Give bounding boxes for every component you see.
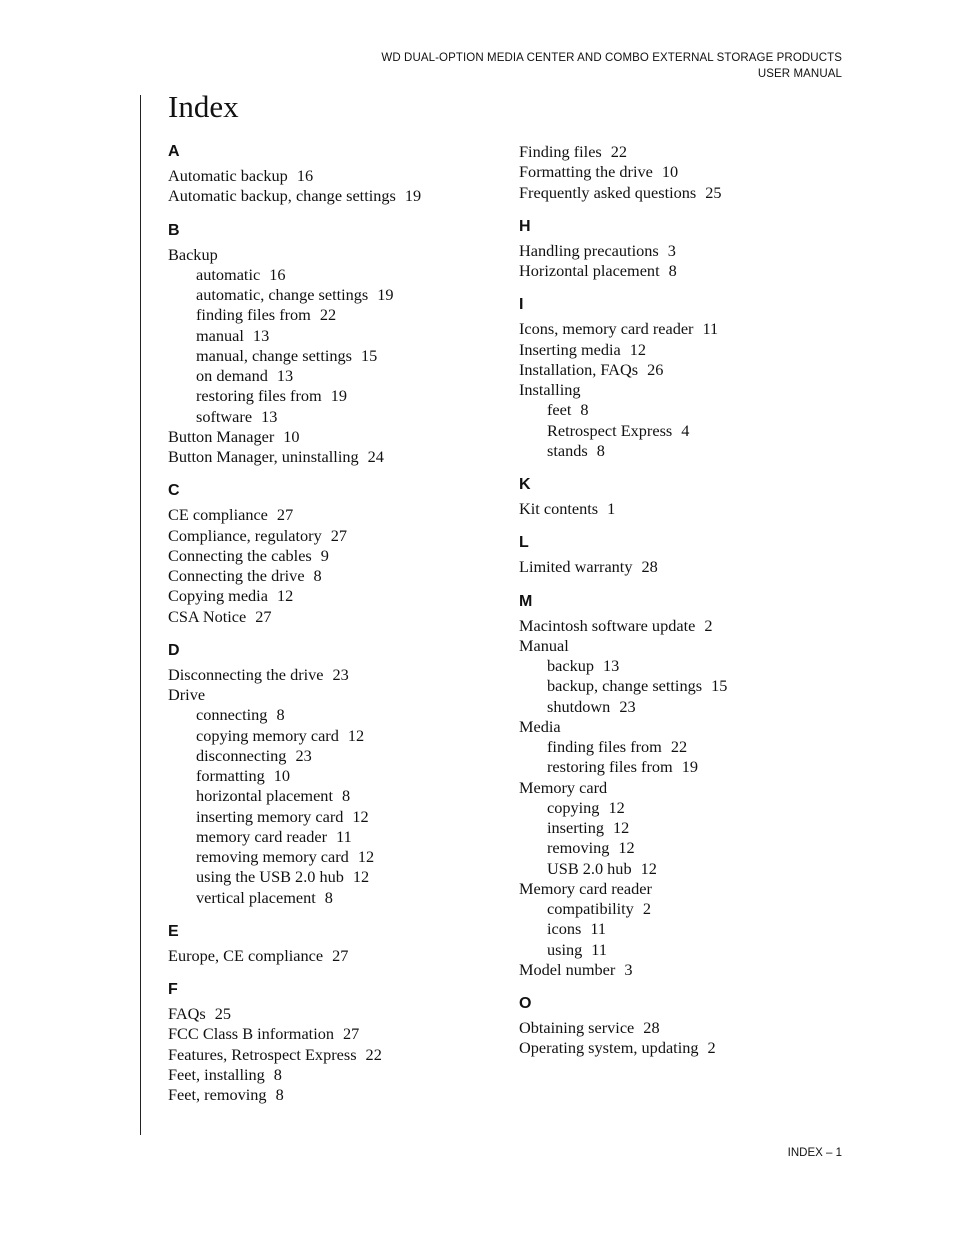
page-number: 27 <box>332 945 349 965</box>
page-number: 16 <box>269 264 286 284</box>
index-subentry <box>168 326 498 346</box>
index-subentry <box>519 818 839 838</box>
index-entry <box>519 557 839 577</box>
page-number: 12 <box>640 858 657 878</box>
entry-text: using the USB 2.0 hub <box>196 867 344 887</box>
entry-text: Drive <box>168 685 206 704</box>
index-entry <box>519 499 839 519</box>
index-subentry <box>168 786 498 806</box>
page-number: 12 <box>357 847 375 866</box>
page-number: 13 <box>603 656 620 675</box>
entry-text: Finding files <box>519 142 602 161</box>
index-entry <box>519 319 839 339</box>
page-number: 8 <box>341 786 351 806</box>
index-entry <box>168 1045 498 1065</box>
index-entry <box>519 183 839 203</box>
index-section <box>168 142 498 207</box>
index-entry <box>168 166 498 186</box>
page-number: 19 <box>330 386 347 406</box>
page-number: 12 <box>352 806 369 826</box>
index-entry <box>168 1024 498 1044</box>
page-number: 27 <box>276 505 294 525</box>
entry-text: Europe, CE compliance <box>168 945 324 965</box>
section-letter: A <box>168 143 180 160</box>
index-entry <box>168 665 498 685</box>
entry-text: Installation, FAQs <box>519 359 639 379</box>
index-entry <box>519 616 839 636</box>
entry-text: copying memory card <box>196 725 339 745</box>
page-number: 12 <box>352 867 370 887</box>
index-entry <box>168 427 498 447</box>
index-entry <box>519 778 839 798</box>
page-number: 12 <box>612 818 630 837</box>
index-subentry <box>168 807 498 827</box>
page-number: 9 <box>320 545 329 565</box>
page-number: 25 <box>705 182 722 202</box>
entry-text: Obtaining service <box>519 1018 635 1037</box>
page-number: 28 <box>641 557 658 577</box>
page-number: 8 <box>580 400 589 420</box>
index-entry <box>519 241 839 261</box>
index-entry <box>519 380 839 400</box>
index-section <box>168 980 498 1105</box>
page-number: 13 <box>261 406 278 426</box>
index-section <box>519 475 839 519</box>
entry-text: Automatic backup, change settings <box>168 186 396 206</box>
running-header-title: WD DUAL-OPTION MEDIA CENTER AND COMBO EXTERNAL STORAGE PRODUCTS <box>381 52 842 64</box>
index-subentry <box>168 867 498 887</box>
index-entry <box>168 946 498 966</box>
entry-text: Limited warranty <box>519 557 633 577</box>
page-number: 8 <box>275 1085 284 1104</box>
page-number: 16 <box>296 166 314 185</box>
page-number: 13 <box>276 366 294 385</box>
page-title: Index <box>168 89 239 124</box>
page-number: 12 <box>347 725 365 745</box>
index-subentry <box>519 421 839 441</box>
entry-text: Automatic backup <box>168 166 288 185</box>
index-subentry <box>168 386 498 406</box>
page-number: 8 <box>276 705 285 725</box>
index-subentry <box>519 919 839 939</box>
index-entry <box>168 566 498 586</box>
page-number: 10 <box>283 426 300 446</box>
index-subentry <box>519 656 839 676</box>
entry-text: disconnecting <box>196 745 287 765</box>
entry-text: shutdown <box>547 696 611 716</box>
page-number: 8 <box>324 887 333 907</box>
entry-text: removing <box>547 838 610 858</box>
page-number: 2 <box>642 899 651 918</box>
page-number: 2 <box>704 615 713 635</box>
index-entry <box>519 879 839 899</box>
page-number: 3 <box>624 959 633 979</box>
page-number: 12 <box>276 586 294 606</box>
page-number: 10 <box>661 162 679 182</box>
index-entry <box>519 360 839 380</box>
index-entry <box>168 546 498 566</box>
entry-text: memory card reader <box>196 826 328 846</box>
index-section <box>168 481 498 627</box>
index-entry <box>168 607 498 627</box>
entry-text: Manual <box>519 635 569 655</box>
page-number: 11 <box>336 826 352 846</box>
page-number: 1 <box>607 499 616 518</box>
entry-text: using <box>547 939 583 959</box>
entry-text: Macintosh software update <box>519 615 696 635</box>
index-entry <box>519 142 839 162</box>
index-entry <box>168 1004 498 1024</box>
page-number: 22 <box>365 1044 382 1064</box>
entry-text: restoring files from <box>547 757 673 777</box>
page-number: 19 <box>681 757 698 777</box>
entry-text: Connecting the drive <box>168 566 305 585</box>
index-entry <box>519 636 839 656</box>
page-number: 27 <box>343 1024 360 1044</box>
entry-text: automatic <box>196 264 261 284</box>
index-section <box>168 221 498 468</box>
entry-text: finding files from <box>196 305 311 325</box>
entry-text: Media <box>519 716 561 736</box>
page-number: 2 <box>707 1038 716 1058</box>
index-section <box>519 295 839 461</box>
entry-text: Memory card <box>519 777 608 797</box>
page-number: 12 <box>629 339 647 359</box>
page-number: 3 <box>667 240 676 260</box>
index-section <box>519 592 839 981</box>
entry-text: Connecting the cables <box>168 545 312 565</box>
page-number: 19 <box>404 186 422 206</box>
page-number: 22 <box>319 305 337 325</box>
index-subentry <box>168 407 498 427</box>
index-entry <box>519 960 839 980</box>
index-subentry <box>519 798 839 818</box>
page-number: 27 <box>330 525 347 545</box>
entry-text: Installing <box>519 380 581 399</box>
entry-text: Model number <box>519 959 616 979</box>
entry-text: Inserting media <box>519 339 621 359</box>
entry-text: feet <box>547 400 572 420</box>
entry-text: Formatting the drive <box>519 162 653 182</box>
index-section <box>168 641 498 908</box>
index-entry <box>168 186 498 206</box>
entry-text: inserting memory card <box>196 806 344 826</box>
index-entry <box>168 526 498 546</box>
entry-text: Features, Retrospect Express <box>168 1044 357 1064</box>
entry-text: Copying media <box>168 586 268 606</box>
index-subentry <box>168 285 498 305</box>
page-number: 8 <box>596 440 605 460</box>
index-subentry <box>168 305 498 325</box>
index-subentry <box>519 400 839 420</box>
entry-text: on demand <box>196 366 268 385</box>
index-entry <box>519 717 839 737</box>
page-number: 8 <box>668 261 677 280</box>
section-letter: F <box>168 981 178 998</box>
entry-text: horizontal placement <box>196 786 333 806</box>
page-number: 11 <box>590 919 607 939</box>
entry-text: manual, change settings <box>196 345 352 365</box>
entry-text: restoring files from <box>196 386 322 406</box>
entry-text: Feet, removing <box>168 1085 267 1104</box>
index-subentry <box>519 940 839 960</box>
margin-rule <box>140 95 141 1135</box>
index-entry <box>519 1038 839 1058</box>
index-subentry <box>168 265 498 285</box>
page-number: 22 <box>610 142 628 161</box>
page-number: 4 <box>681 420 690 440</box>
index-entry <box>168 1085 498 1105</box>
page-number: 19 <box>377 285 394 304</box>
page-number: 23 <box>332 664 349 684</box>
running-header-subtitle: USER MANUAL <box>757 67 842 80</box>
page-number: 12 <box>608 797 625 817</box>
index-column-right <box>519 142 839 1073</box>
entry-text: manual <box>196 325 244 345</box>
index-entry <box>168 505 498 525</box>
entry-text: icons <box>547 919 582 939</box>
page-number: 11 <box>591 939 607 959</box>
page-number: 26 <box>647 359 664 379</box>
entry-text: Memory card reader <box>519 878 652 898</box>
index-subentry <box>519 676 839 696</box>
entry-text: backup <box>547 656 595 675</box>
index-entry <box>519 261 839 281</box>
entry-text: Feet, installing <box>168 1064 265 1084</box>
section-letter: H <box>519 217 531 235</box>
entry-text: Icons, memory card reader <box>519 319 694 339</box>
page-footer: INDEX – 1 <box>787 1147 842 1159</box>
section-letter: L <box>519 534 529 552</box>
entry-text: Button Manager <box>168 426 275 446</box>
page-number: 27 <box>255 606 272 626</box>
entry-text: Button Manager, uninstalling <box>168 447 359 466</box>
index-subentry <box>519 697 839 717</box>
page-number: 23 <box>619 696 636 716</box>
entry-text: backup, change settings <box>547 676 703 696</box>
index-entry <box>168 447 498 467</box>
index-subentry <box>519 838 839 858</box>
section-letter: C <box>168 482 180 500</box>
entry-text: copying <box>547 797 600 817</box>
index-entry <box>168 586 498 606</box>
entry-text: Compliance, regulatory <box>168 525 322 545</box>
page-number: 28 <box>643 1018 660 1037</box>
entry-text: removing memory card <box>196 847 349 866</box>
entry-text: connecting <box>196 705 268 725</box>
entry-text: finding files from <box>547 737 662 756</box>
entry-text: Kit contents <box>519 499 599 518</box>
index-entry <box>168 1065 498 1085</box>
entry-text: CE compliance <box>168 505 268 525</box>
page-number: 11 <box>702 319 719 339</box>
section-letter: D <box>168 641 180 659</box>
entry-text: Backup <box>168 244 218 264</box>
index-subentry <box>168 366 498 386</box>
entry-text: stands <box>547 440 588 460</box>
index-subentry <box>519 737 839 757</box>
entry-text: Retrospect Express <box>547 420 673 440</box>
page-number: 23 <box>295 745 312 765</box>
index-section <box>519 217 839 282</box>
page-number: 10 <box>273 766 291 785</box>
section-letter: O <box>519 995 532 1012</box>
page-number: 22 <box>670 737 688 756</box>
entry-text: Disconnecting the drive <box>168 664 324 684</box>
entry-text: Horizontal placement <box>519 261 660 280</box>
index-section <box>519 142 839 203</box>
entry-text: Handling precautions <box>519 240 659 260</box>
page-number: 13 <box>252 325 270 345</box>
entry-text: compatibility <box>547 899 634 918</box>
index-subentry <box>519 899 839 919</box>
index-entry <box>519 340 839 360</box>
index-entry <box>168 245 498 265</box>
section-letter: I <box>519 296 524 314</box>
running-header <box>381 51 842 82</box>
index-subentry <box>168 726 498 746</box>
page-number: 8 <box>313 566 322 585</box>
section-letter: E <box>168 922 179 940</box>
index-subentry <box>168 766 498 786</box>
index-subentry <box>519 757 839 777</box>
index-subentry <box>168 847 498 867</box>
entry-text: vertical placement <box>196 887 316 907</box>
entry-text: FCC Class B information <box>168 1024 334 1044</box>
index-entry <box>168 685 498 705</box>
entry-text: Operating system, updating <box>519 1038 699 1058</box>
index-subentry <box>168 746 498 766</box>
index-subentry <box>168 827 498 847</box>
index-column-left <box>168 142 498 1119</box>
index-subentry <box>519 441 839 461</box>
page-number: 12 <box>618 838 635 858</box>
page-number: 15 <box>711 676 728 696</box>
index-section <box>168 922 498 966</box>
entry-text: CSA Notice <box>168 606 247 626</box>
index-section <box>519 533 839 577</box>
index-section <box>519 994 839 1059</box>
section-letter: K <box>519 476 531 493</box>
page-number: 25 <box>214 1004 231 1023</box>
entry-text: FAQs <box>168 1004 206 1023</box>
index-entry <box>519 1018 839 1038</box>
section-letter: M <box>519 592 533 610</box>
index-subentry <box>168 888 498 908</box>
entry-text: USB 2.0 hub <box>547 858 632 878</box>
entry-text: automatic, change settings <box>196 285 369 304</box>
page-number: 8 <box>273 1064 282 1084</box>
index-entry <box>519 162 839 182</box>
page-number: 15 <box>360 345 378 365</box>
entry-text: software <box>196 406 253 426</box>
entry-text: inserting <box>547 818 604 837</box>
index-subentry <box>168 705 498 725</box>
entry-text: Frequently asked questions <box>519 182 697 202</box>
section-letter: B <box>168 221 180 239</box>
page-number: 24 <box>367 447 384 466</box>
index-subentry <box>519 859 839 879</box>
index-subentry <box>168 346 498 366</box>
entry-text: formatting <box>196 766 265 785</box>
